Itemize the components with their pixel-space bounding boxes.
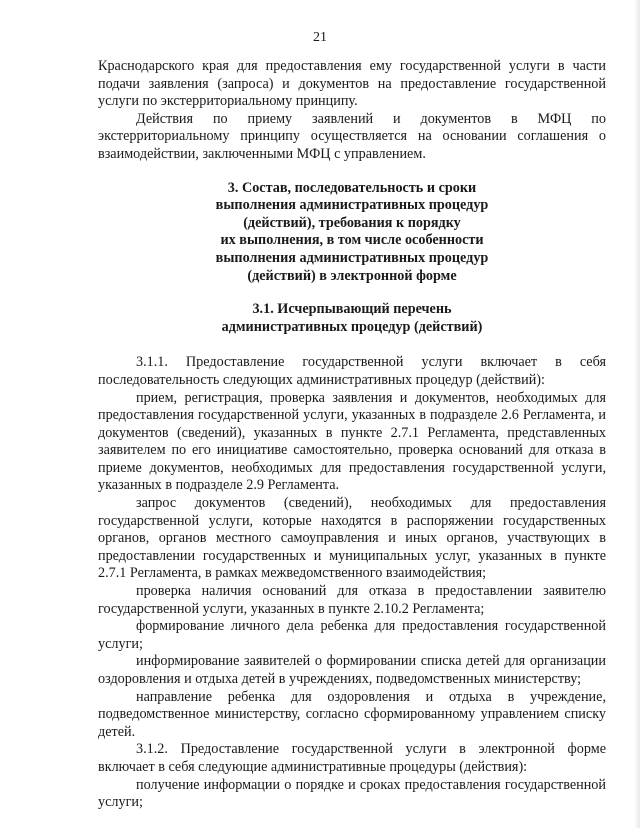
list-item-document-request: запрос документов (сведений), необходимых для предоставления государственной услуги, которые находятся в распоряжении государственных органов, органов местного самоуправления и иных органов, участвующих в предоставлении государственных и муниципальных услуг, указанных в пункте 2.7.1 Регламента, в рамках межведомственного взаимодействия; xyxy=(98,495,606,582)
list-item-reception: прием, регистрация, проверка заявления и документов, необходимых для предоставления государственной услуги, указанных в подразделе 2.6 Регламента, и документов (сведений), указанных в пункте 2.7.1 Регламента, представленных заявителем по его инициативе самостоятельно, проверка оснований для отказа в приеме документов, необходимых для предоставления государственной услуги, указанных в подразделе 2.9 Регламента. xyxy=(98,389,606,494)
intro-paragraph-2: Действия по приему заявлений и документов в МФЦ по экстерриториальному принципу осуществляется на основании соглашения о взаимодействии, заключенными МФЦ с управлением. xyxy=(98,110,606,162)
section-heading-line: их выполнения, в том числе особенности xyxy=(220,232,484,249)
section-heading-line: выполнения административных процедур xyxy=(215,197,489,214)
document-body xyxy=(98,58,606,812)
section-heading xyxy=(98,180,606,286)
section-heading-line: (действий) в электронной форме xyxy=(247,267,457,284)
paragraph-3-1-1: 3.1.1. Предоставление государственной услуги включает в себя последовательность следующих административных процедур (действий): xyxy=(98,354,606,388)
list-item-refusal-check: проверка наличия оснований для отказа в предоставлении заявителю государственной услуги, указанных в пункте 2.10.2 Регламента; xyxy=(98,583,606,617)
intro-paragraph-1: Краснодарского края для предоставления ему государственной услуги в части подачи заявления (запроса) и документов на предоставление государственной услуги по экстерриториальному принципу. xyxy=(98,58,606,110)
list-item-information: получение информации о порядке и сроках предоставления государственной услуги; xyxy=(98,776,606,811)
section-heading-line: (действий), требования к порядку xyxy=(243,214,461,231)
list-item-informing: информирование заявителей о формировании списка детей для организации оздоровления и отдыха детей в учреждениях, подведомственных министерству; xyxy=(98,653,606,687)
list-item-referral: направление ребенка для оздоровления и отдыха в учреждение, подведомственное министерству, согласно сформированному управлением списку детей. xyxy=(98,688,606,740)
scan-edge-shadow xyxy=(634,0,640,828)
subsection-heading-line: административных процедур (действий) xyxy=(221,318,483,335)
list-item-personal-file: формирование личного дела ребенка для предоставления государственной услуги; xyxy=(98,618,606,652)
section-heading-line: 3. Состав, последовательность и сроки xyxy=(227,179,477,196)
paragraph-3-1-2: 3.1.2. Предоставление государственной услуги в электронной форме включает в себя следующие административные процедуры (действия): xyxy=(98,741,606,775)
subsection-heading-line: 3.1. Исчерпывающий перечень xyxy=(252,301,452,318)
page-number: 21 xyxy=(313,30,327,45)
subsection-heading xyxy=(98,301,606,336)
section-heading-line: выполнения административных процедур xyxy=(215,249,489,266)
